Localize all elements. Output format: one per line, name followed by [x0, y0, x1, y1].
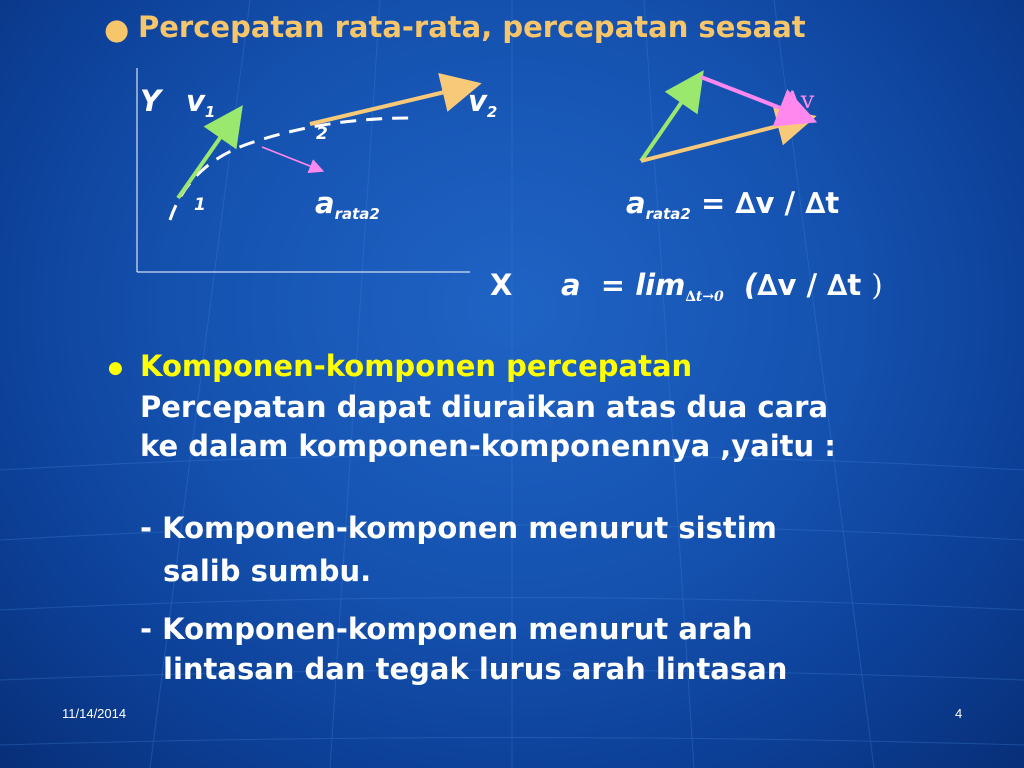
formula-a-sub: rata2 — [645, 205, 691, 223]
formula-limit — [561, 268, 883, 305]
section2-bullet: ● — [108, 358, 123, 378]
footer-date: 11/14/2014 — [62, 706, 127, 721]
item1-line1: - Komponen-komponen menurut sistim — [140, 511, 777, 545]
section2-line1: Percepatan dapat diuraikan atas dua cara — [140, 390, 829, 424]
limit-paren-open: ( — [744, 268, 758, 302]
formula-arata — [626, 186, 840, 223]
axis-y-label: Y — [140, 84, 161, 118]
v2-arrow — [310, 86, 470, 124]
limit-sub: ∆t→0 — [685, 289, 724, 305]
section2-heading: Komponen-komponen percepatan — [140, 349, 693, 383]
section2-line2: ke dalam komponen-komponennya ,yaitu : — [140, 429, 836, 463]
title-bullet: ● — [104, 12, 130, 46]
item2-line2: lintasan dan tegak lurus arah lintasan — [163, 652, 788, 686]
item2-line1: - Komponen-komponen menurut arah — [140, 612, 753, 646]
v1-label — [186, 84, 216, 121]
v2-sub: 2 — [486, 103, 498, 121]
limit-a: a — [561, 268, 581, 302]
arata-main: a — [315, 186, 335, 220]
v1-main: v — [186, 84, 205, 118]
axis-x-label: X — [490, 268, 513, 302]
footer-page-number: 4 — [955, 706, 963, 721]
arata-arrow — [262, 147, 320, 170]
point-2-label: 2 — [316, 124, 328, 144]
limit-lim: lim — [635, 268, 686, 302]
point-1-label: 1 — [194, 195, 206, 215]
arata-label — [315, 186, 380, 223]
v2-label — [468, 84, 498, 121]
limit-paren-close: ) — [871, 268, 883, 302]
formula-a-main: a — [626, 186, 646, 220]
arata-sub: rata2 — [334, 205, 380, 223]
v1-arrow — [178, 115, 236, 198]
limit-eq: = — [600, 268, 626, 302]
slide-title: Percepatan rata-rata, percepatan sesaat — [138, 10, 806, 44]
delta-v-label: ∆v — [784, 86, 815, 114]
v2-main: v — [468, 84, 487, 118]
item1-line2: salib sumbu. — [163, 554, 372, 588]
formula-rhs: = ∆v / ∆t — [700, 186, 840, 220]
v1-sub: 1 — [204, 103, 216, 121]
limit-inside: ∆v / ∆t — [757, 268, 862, 302]
